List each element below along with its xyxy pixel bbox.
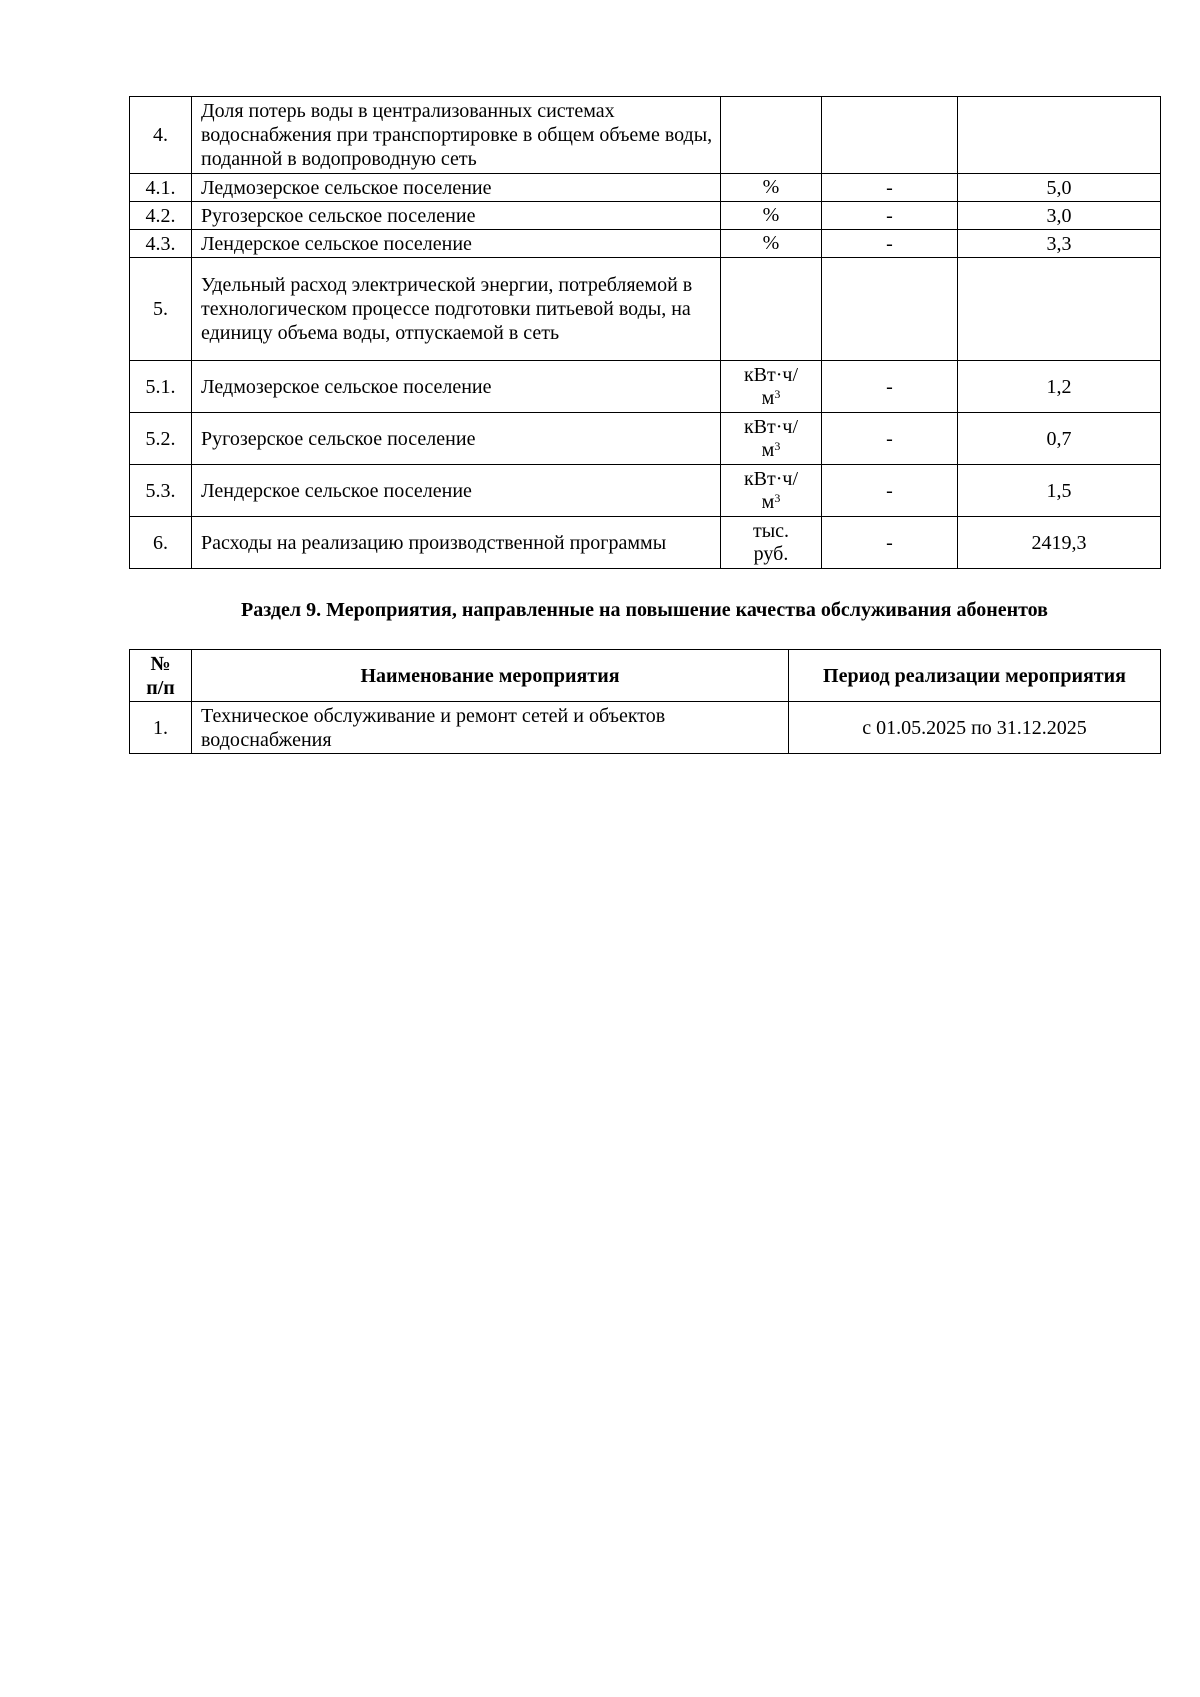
measure-period: с 01.05.2025 по 31.12.2025 bbox=[789, 702, 1161, 754]
row-number: 5.3. bbox=[130, 465, 192, 517]
indicator-value: 1,5 bbox=[958, 465, 1161, 517]
measures-table bbox=[129, 649, 1161, 754]
section-heading: Раздел 9. Мероприятия, направленные на повышение качества обслуживания абонентов bbox=[241, 599, 1048, 621]
measure-name: Техническое обслуживание и ремонт сетей и объектов водоснабжения bbox=[192, 702, 789, 754]
row-number: 6. bbox=[130, 517, 192, 569]
unit-superscript: 3 bbox=[774, 438, 781, 453]
table-row bbox=[130, 97, 1161, 174]
row-number: 5.1. bbox=[130, 361, 192, 413]
row-number: 5. bbox=[130, 258, 192, 361]
base-value-cell: - bbox=[822, 174, 958, 202]
row-number: 4.3. bbox=[130, 230, 192, 258]
unit-cell bbox=[721, 465, 822, 517]
base-value-cell: - bbox=[822, 517, 958, 569]
table-row bbox=[130, 413, 1161, 465]
indicator-name: Лендерское сельское поселение bbox=[192, 230, 721, 258]
indicators-table bbox=[129, 96, 1161, 569]
unit-line1: кВт·ч/ bbox=[743, 415, 799, 438]
table-header-row bbox=[130, 650, 1161, 702]
unit-cell bbox=[721, 361, 822, 413]
table-row bbox=[130, 258, 1161, 361]
row-number: 4.2. bbox=[130, 202, 192, 230]
row-number: 4.1. bbox=[130, 174, 192, 202]
unit-cell bbox=[721, 517, 822, 569]
indicator-name: Ледмозерское сельское поселение bbox=[192, 174, 721, 202]
indicator-value bbox=[958, 258, 1161, 361]
unit-line2: руб. bbox=[753, 542, 789, 565]
indicator-name: Удельный расход электрической энергии, потребляемой в технологическом процессе подготовки питьевой воды, на единицу объема воды, отпускаемой в сеть bbox=[192, 258, 721, 361]
indicator-value bbox=[958, 97, 1161, 174]
header-number bbox=[130, 650, 192, 702]
unit-cell: % bbox=[721, 230, 822, 258]
base-value-cell: - bbox=[822, 413, 958, 465]
base-value-cell bbox=[822, 97, 958, 174]
unit-cell bbox=[721, 258, 822, 361]
table-row bbox=[130, 230, 1161, 258]
header-period: Период реализации мероприятия bbox=[789, 650, 1161, 702]
base-value-cell: - bbox=[822, 361, 958, 413]
header-measure-name: Наименование мероприятия bbox=[192, 650, 789, 702]
table-row bbox=[130, 517, 1161, 569]
unit-line1: тыс. bbox=[752, 519, 790, 542]
indicator-name: Доля потерь воды в централизованных системах водоснабжения при транспортировке в общем объеме воды, поданной в водопроводную сеть bbox=[192, 97, 721, 174]
table-row bbox=[130, 174, 1161, 202]
base-value-cell: - bbox=[822, 465, 958, 517]
unit-cell: % bbox=[721, 202, 822, 230]
table-row bbox=[130, 702, 1161, 754]
unit-cell: % bbox=[721, 174, 822, 202]
base-value-cell: - bbox=[822, 230, 958, 258]
unit-cell bbox=[721, 97, 822, 174]
header-number-line2: п/п bbox=[146, 676, 175, 699]
indicator-value: 2419,3 bbox=[958, 517, 1161, 569]
row-number: 5.2. bbox=[130, 413, 192, 465]
header-number-line1: № bbox=[150, 652, 171, 675]
indicator-name: Ругозерское сельское поселение bbox=[192, 413, 721, 465]
indicator-name: Расходы на реализацию производственной программы bbox=[192, 517, 721, 569]
row-number: 1. bbox=[130, 702, 192, 754]
unit-line1: кВт·ч/ bbox=[743, 363, 799, 386]
base-value-cell bbox=[822, 258, 958, 361]
indicator-value: 3,3 bbox=[958, 230, 1161, 258]
unit-superscript: 3 bbox=[774, 386, 781, 401]
unit-line2: м bbox=[761, 386, 775, 409]
unit-line2: м bbox=[761, 438, 775, 461]
unit-line1: кВт·ч/ bbox=[743, 467, 799, 490]
indicator-name: Лендерское сельское поселение bbox=[192, 465, 721, 517]
unit-line2: м bbox=[761, 490, 775, 513]
indicator-name: Ругозерское сельское поселение bbox=[192, 202, 721, 230]
indicator-value: 0,7 bbox=[958, 413, 1161, 465]
indicator-name: Ледмозерское сельское поселение bbox=[192, 361, 721, 413]
row-number: 4. bbox=[130, 97, 192, 174]
base-value-cell: - bbox=[822, 202, 958, 230]
indicator-value: 1,2 bbox=[958, 361, 1161, 413]
table-row bbox=[130, 465, 1161, 517]
unit-superscript: 3 bbox=[774, 490, 781, 505]
table-row bbox=[130, 202, 1161, 230]
table-row bbox=[130, 361, 1161, 413]
indicator-value: 5,0 bbox=[958, 174, 1161, 202]
unit-cell bbox=[721, 413, 822, 465]
indicator-value: 3,0 bbox=[958, 202, 1161, 230]
